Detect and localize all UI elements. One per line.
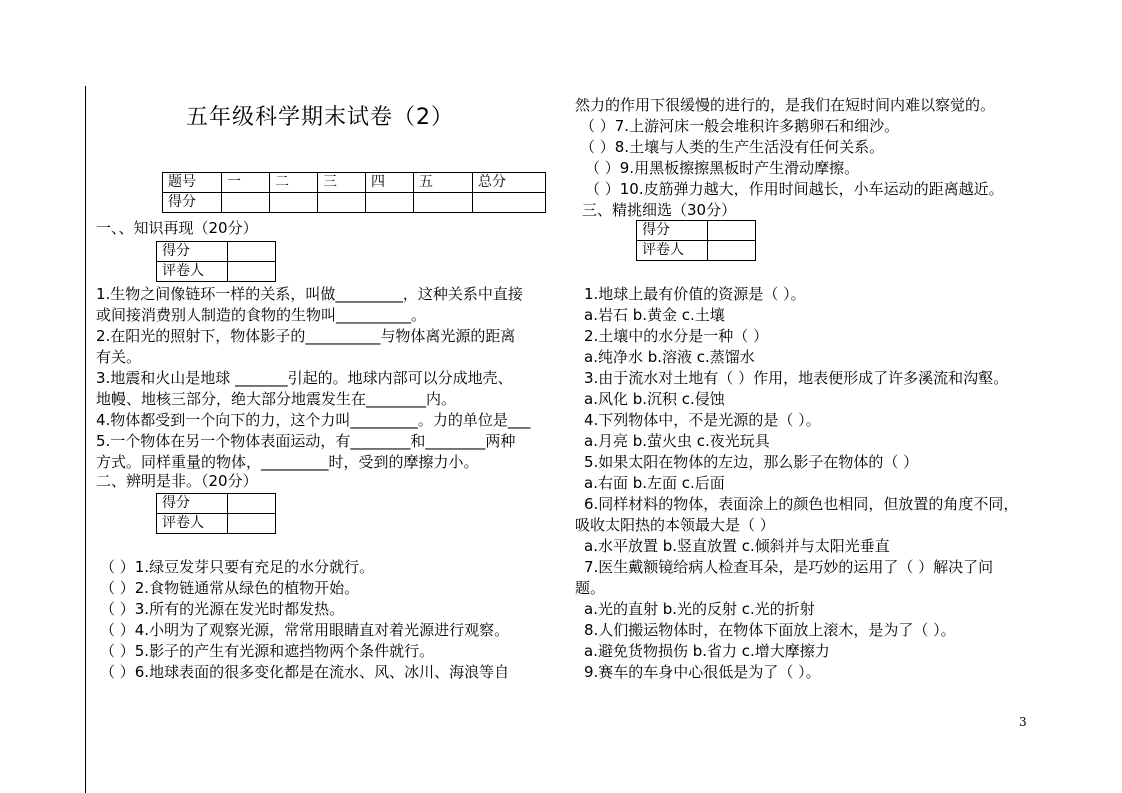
- true-false-item: （ ）6.地球表面的很多变化都是在流水、风、冰川、海浪等自: [100, 663, 510, 681]
- score-table-header: 二: [270, 173, 318, 193]
- grader-box-score-label: 得分: [157, 494, 228, 514]
- choice-question: 吸收太阳热的本领最大是（ ）: [575, 516, 775, 534]
- score-table-header: 总分: [473, 173, 546, 193]
- choice-options: a.右面 b.左面 c.后面: [584, 474, 725, 492]
- grader-box-section1: [156, 241, 276, 282]
- question-line: 或间接消费别人制造的食物的生物叫__________。: [96, 306, 427, 324]
- score-table-score-row: [163, 193, 546, 213]
- grader-box-grader-cell[interactable]: [228, 262, 276, 282]
- score-table-header-row: [163, 173, 546, 193]
- choice-question: 5.如果太阳在物体的左边，那么影子在物体的（ ）: [584, 453, 919, 471]
- score-cell[interactable]: [222, 193, 270, 213]
- true-false-item: （ ）7.上游河床一般会堆积许多鹅卵石和细沙。: [580, 117, 900, 135]
- grader-box-score-label: 得分: [157, 242, 228, 262]
- grader-box-section3: [636, 220, 756, 261]
- grader-box-grader-label: 评卷人: [157, 262, 228, 282]
- choice-question: 2.土壤中的水分是一种（ ）: [584, 327, 769, 345]
- continued-line: 然力的作用下很缓慢的进行的，是我们在短时间内难以察觉的。: [575, 96, 996, 114]
- grader-box-section2: [156, 493, 276, 534]
- question-line: 地幔、地核三部分，绝大部分地震发生在________内。: [96, 390, 457, 408]
- question-line: 5.一个物体在另一个物体表面运动，有________和________两种: [96, 432, 516, 450]
- choice-options: a.纯净水 b.溶液 c.蒸馏水: [584, 348, 755, 366]
- choice-question: 1.地球上最有价值的资源是（ ）。: [584, 285, 806, 303]
- score-summary-table: [162, 172, 546, 213]
- section1-heading: 一、、知识再现（20分）: [96, 219, 258, 237]
- true-false-item: （ ）10.皮筋弹力越大，作用时间越长，小车运动的距离越近。: [585, 180, 1004, 198]
- grader-box-grader-cell[interactable]: [708, 241, 756, 261]
- question-line: 4.物体都受到一个向下的力，这个力叫_________。力的单位是___: [96, 411, 531, 429]
- score-table-header: 五: [414, 173, 473, 193]
- score-table-header: 题号: [163, 173, 222, 193]
- choice-question: 7.医生戴额镜给病人检查耳朵，是巧妙的运用了（ ）解决了问: [584, 558, 994, 576]
- true-false-item: （ ）5.影子的产生有光源和遮挡物两个条件就行。: [100, 642, 435, 660]
- true-false-item: （ ）1.绿豆发芽只要有充足的水分就行。: [100, 558, 375, 576]
- grader-box-score-cell[interactable]: [708, 221, 756, 241]
- choice-options: a.水平放置 b.竖直放置 c.倾斜并与太阳光垂直: [584, 537, 890, 555]
- question-line: 3.地震和火山是地球 _______引起的。地球内部可以分成地壳、: [96, 369, 513, 387]
- choice-question: 4.下列物体中，不是光源的是（ ）。: [584, 411, 821, 429]
- question-line: 2.在阳光的照射下，物体影子的__________与物体离光源的距离: [96, 327, 516, 345]
- score-cell[interactable]: [270, 193, 318, 213]
- true-false-item: （ ）3.所有的光源在发光时都发热。: [100, 600, 345, 618]
- true-false-item: （ ）8.土壤与人类的生产生活没有任何关系。: [580, 138, 885, 156]
- grader-box-score-label: 得分: [637, 221, 708, 241]
- score-cell[interactable]: [366, 193, 414, 213]
- score-table-header: 一: [222, 173, 270, 193]
- grader-box-grader-cell[interactable]: [228, 514, 276, 534]
- score-cell[interactable]: [473, 193, 546, 213]
- section3-heading: 三、精挑细选（30分）: [582, 201, 737, 219]
- choice-question: 6.同样材料的物体，表面涂上的颜色也相同，但放置的角度不同，: [584, 495, 1019, 513]
- score-table-header: 四: [366, 173, 414, 193]
- exam-title: 五年级科学期末试卷（2）: [186, 105, 454, 130]
- grader-box-score-cell[interactable]: [228, 242, 276, 262]
- choice-question: 3.由于流水对土地有（ ）作用，地表便形成了许多溪流和沟壑。: [584, 369, 1009, 387]
- choice-question: 9.赛车的车身中心很低是为了（ ）。: [584, 663, 821, 681]
- choice-options: a.月亮 b.萤火虫 c.夜光玩具: [584, 432, 770, 450]
- choice-options: a.光的直射 b.光的反射 c.光的折射: [584, 600, 815, 618]
- score-cell[interactable]: [318, 193, 366, 213]
- true-false-item: （ ）2.食物链通常从绿色的植物开始。: [100, 579, 360, 597]
- section2-heading: 二、辨明是非。（20分）: [96, 472, 258, 490]
- grader-box-grader-label: 评卷人: [157, 514, 228, 534]
- binding-margin-line: [85, 86, 86, 793]
- true-false-item: （ ）4.小明为了观察光源，常常用眼睛直对着光源进行观察。: [100, 621, 510, 639]
- choice-options: a.岩石 b.黄金 c.土壤: [584, 306, 725, 324]
- page-number: 3: [1019, 715, 1027, 729]
- choice-options: a.风化 b.沉积 c.侵蚀: [584, 390, 725, 408]
- question-line: 1.生物之间像链环一样的关系，叫做_________，这种关系中直接: [96, 285, 523, 303]
- question-line: 有关。: [96, 348, 142, 366]
- score-cell[interactable]: [414, 193, 473, 213]
- grader-box-grader-label: 评卷人: [637, 241, 708, 261]
- grader-box-score-cell[interactable]: [228, 494, 276, 514]
- question-line: 方式。同样重量的物体，_________时，受到的摩擦力小。: [96, 453, 479, 471]
- choice-question: 题。: [575, 579, 606, 597]
- choice-options: a.避免货物损伤 b.省力 c.增大摩擦力: [584, 642, 830, 660]
- true-false-item: （ ）9.用黑板擦擦黑板时产生滑动摩擦。: [585, 159, 860, 177]
- score-table-row-label: 得分: [163, 193, 222, 213]
- choice-question: 8.人们搬运物体时，在物体下面放上滚木，是为了（ ）。: [584, 621, 956, 639]
- score-table-header: 三: [318, 173, 366, 193]
